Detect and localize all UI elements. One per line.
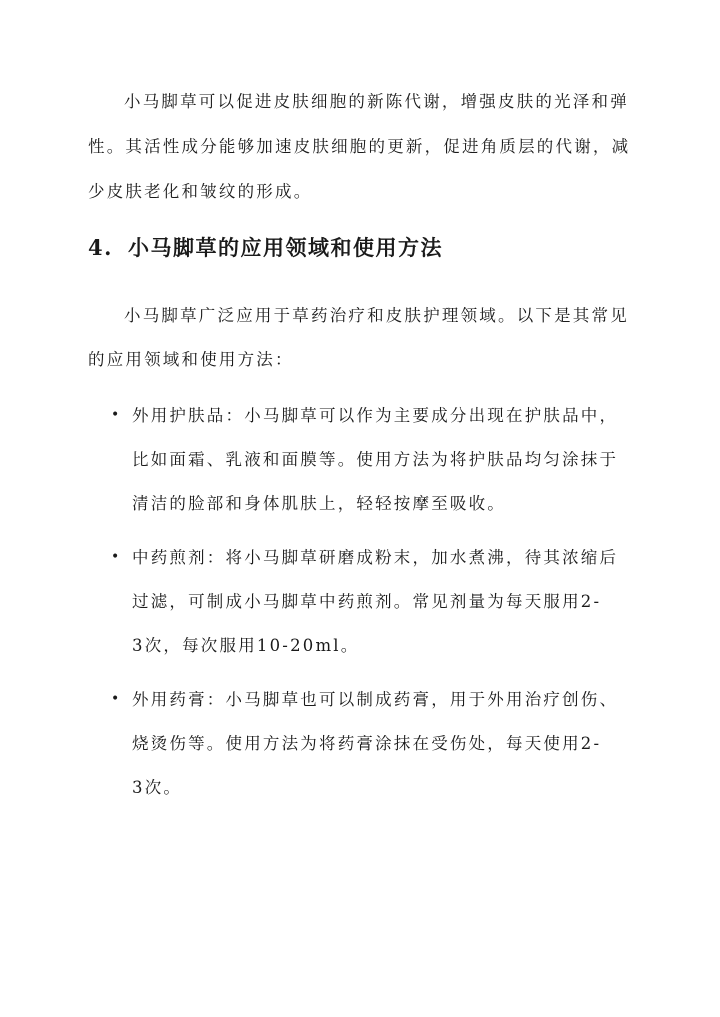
bullet-icon: •	[111, 691, 120, 707]
section-title: 小马脚草的应用领域和使用方法	[128, 235, 443, 260]
bullet-icon: •	[111, 549, 120, 565]
list-item-line: 烧烫伤等。使用方法为将药膏涂抹在受伤处，每天使用2-	[132, 734, 602, 753]
list-item-line: 清洁的脸部和身体肌肤上，轻轻按摩至吸收。	[132, 494, 506, 513]
list-item-line: 外用护肤品：小马脚草可以作为主要成分出现在护肤品中，	[132, 406, 619, 425]
section-number: 4.	[88, 235, 113, 260]
paragraph-line: 性。其活性成分能够加速皮肤细胞的更新，促进角质层的代谢，减	[88, 137, 631, 156]
paragraph-line: 小马脚草广泛应用于草药治疗和皮肤护理领域。以下是其常见	[124, 306, 629, 325]
paragraph-line: 小马脚草可以促进皮肤细胞的新陈代谢，增强皮肤的光泽和弹	[124, 92, 629, 111]
list-item-line: 中药煎剂：将小马脚草研磨成粉末，加水煮沸，待其浓缩后	[132, 548, 619, 567]
paragraph-line: 少皮肤老化和皱纹的形成。	[88, 182, 313, 201]
list-item-line: 比如面霜、乳液和面膜等。使用方法为将护肤品均匀涂抹于	[132, 450, 619, 469]
paragraph-line: 的应用领域和使用方法：	[88, 350, 294, 369]
bullet-icon: •	[111, 407, 120, 423]
list-item-line: 外用药膏：小马脚草也可以制成药膏，用于外用治疗创伤、	[132, 690, 619, 709]
section-heading	[88, 232, 443, 262]
list-item-line: 过滤，可制成小马脚草中药煎剂。常见剂量为每天服用2-	[132, 592, 602, 611]
list-item-line: 3次，每次服用10-20ml。	[132, 636, 360, 655]
list-item-line: 3次。	[132, 778, 183, 797]
